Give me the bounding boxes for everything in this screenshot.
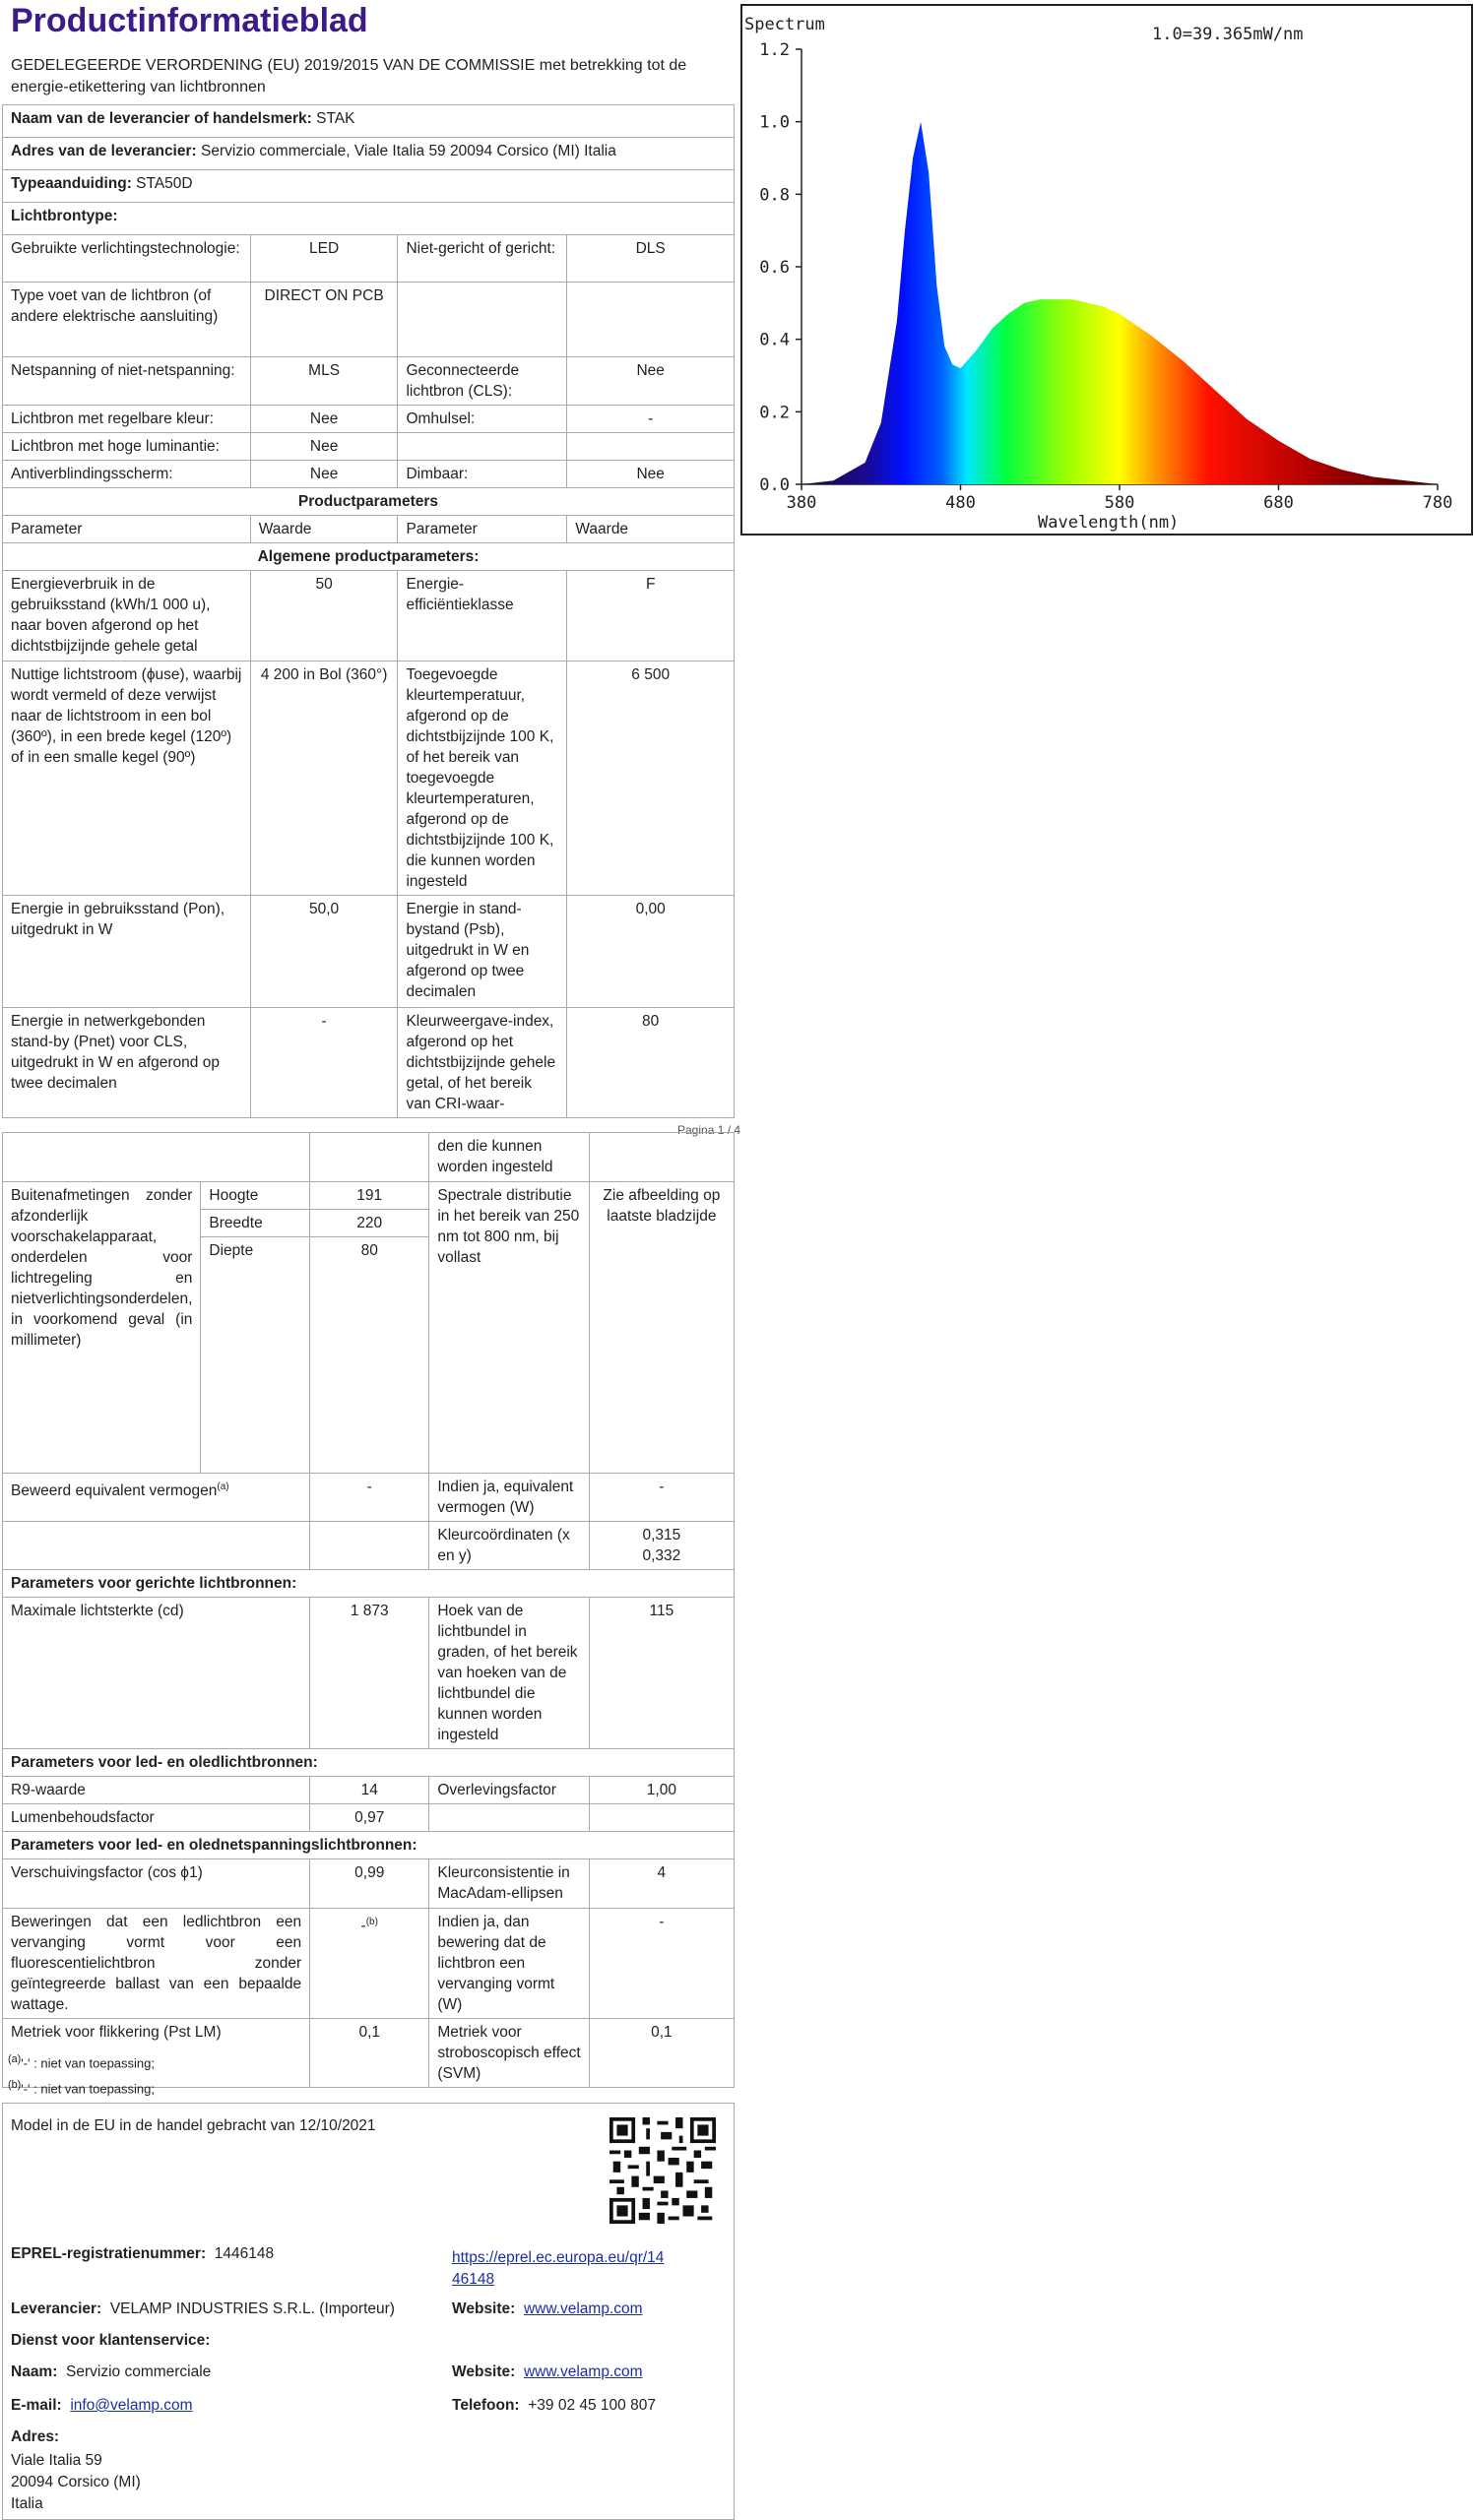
supplier-name: STAK bbox=[316, 110, 355, 127]
table-row: Metriek voor flikkering (Pst LM) 0,1 Metriek voor stroboscopisch effect (SVM) 0,1 bbox=[3, 2019, 735, 2088]
x-tick-label: 780 bbox=[1422, 493, 1453, 513]
supplier-address-label: Adres van de leverancier: bbox=[11, 143, 197, 159]
x-tick-label: 580 bbox=[1104, 493, 1135, 513]
table-row: Energieverbruik in de gebruiksstand (kWh/1 000 u), naar boven afgerond op het dichtstbijzijnde gehele getal 50 Energie-efficiëntieklasse F bbox=[3, 571, 735, 662]
table-row: Gebruikte verlichtingstechnologie: LED Niet-gericht of gericht: DLS bbox=[3, 235, 735, 283]
phone-number: +39 02 45 100 807 bbox=[528, 2397, 656, 2414]
table-row: Beweringen dat een ledlichtbron een vervanging vormt voor een fluorescentielichtbron zonder geïntegreerde ballast van een bepaalde wattage. -$^{(b)}$ Indien ja, dan bewering dat de lichtbron een vervanging vormt (W) - bbox=[3, 1909, 735, 2019]
table-row: Energie in netwerkgebonden stand-by (Pnet) voor CLS, uitgedrukt in W en afgerond op twee decimalen - Kleurweergave-index, afgerond op het dichtstbijzijnde gehele getal, of het bereik van CRI-waar- 80 bbox=[3, 1008, 735, 1118]
address-label: Adres: bbox=[11, 2428, 60, 2445]
supplier-info-box: Model in de EU in de handel gebracht van 12/10/2021 EPREL-registratienummer: 1446148 https://eprel.ec.europa.eu/qr/14 46148 Leverancier: VELAMP INDUSTRIES S.R.L. (Importeur) Website: www.velamp.com Dienst voor klantenservice: Naam: Servizio commerciale Website: www.velamp.com E-mail: info@velamp.com Telefoon: +39 02 45 100 807 Adres: Viale Italia 59 20094 Corsico (MI) Italia bbox=[2, 2103, 735, 2520]
section-led: Parameters voor led- en oledlichtbronnen: bbox=[3, 1749, 735, 1777]
page-number: Pagina 1 / 4 bbox=[677, 1123, 741, 1137]
table-row: Lichtbron met hoge luminantie: Nee bbox=[3, 433, 735, 461]
table-row: Lichtbron met regelbare kleur: Nee Omhulsel: - bbox=[3, 406, 735, 433]
table-row: Energie in gebruiksstand (Pon), uitgedrukt in W 50,0 Energie in stand-bystand (Psb), uitgedrukt in W en afgerond op twee decimalen 0,00 bbox=[3, 896, 735, 1008]
dimensions-label: Buitenafmetingen zonder afzonderlijk voorschakelapparaat, onderdelen voor lichtregeling en nietverlichtingsonderdelen, in voorkomend geval (in millimeter) bbox=[3, 1182, 201, 1474]
service-name: Servizio commerciale bbox=[66, 2363, 212, 2380]
x-axis-label: Wavelength(nm) bbox=[1038, 513, 1180, 533]
eprel-link[interactable]: https://eprel.ec.europa.eu/qr/14 46148 bbox=[452, 2249, 665, 2288]
model-date: Model in de EU in de handel gebracht van 12/10/2021 bbox=[11, 2117, 376, 2134]
website-link-2[interactable]: www.velamp.com bbox=[523, 2363, 643, 2380]
product-table-page2 bbox=[2, 1132, 735, 2088]
table-row: Netspanning of niet-netspanning: MLS Geconnecteerde lichtbron (CLS): Nee bbox=[3, 357, 735, 406]
product-table-page1 bbox=[2, 104, 735, 1118]
table-row: Antiverblindingsscherm: Nee Dimbaar: Nee bbox=[3, 461, 735, 488]
supplier-address: Servizio commerciale, Viale Italia 59 20094 Corsico (MI) Italia bbox=[201, 143, 616, 159]
spectrum-plot bbox=[742, 6, 1471, 534]
email-link[interactable]: info@velamp.com bbox=[70, 2397, 193, 2414]
address-block: Viale Italia 59 20094 Corsico (MI) Italia bbox=[11, 2452, 141, 2512]
spectrum-chart bbox=[740, 4, 1473, 536]
section-mains: Parameters voor led- en olednetspanningslichtbronnen: bbox=[3, 1832, 735, 1859]
table-row: Kleurcoördinaten (x en y) 0,315 0,332 bbox=[3, 1522, 735, 1570]
y-tick-label: 1.0 bbox=[759, 112, 790, 133]
x-tick-label: 380 bbox=[786, 493, 817, 513]
table-row: Maximale lichtsterkte (cd) 1 873 Hoek van de lichtbundel in graden, of het bereik van hoeken van de lichtbundel die kunnen worden ingesteld 115 bbox=[3, 1598, 735, 1749]
table-row: Verschuivingsfactor (cos ϕ1) 0,99 Kleurconsistentie in MacAdam-ellipsen 4 bbox=[3, 1859, 735, 1909]
table-row: R9-waarde 14 Overlevingsfactor 1,00 bbox=[3, 1777, 735, 1804]
eprel-number: 1446148 bbox=[214, 2245, 275, 2262]
x-tick-label: 480 bbox=[945, 493, 976, 513]
website-link[interactable]: www.velamp.com bbox=[523, 2300, 643, 2317]
chart-annotation: 1.0=39.365mW/nm bbox=[1152, 25, 1304, 44]
spectrum-area bbox=[802, 122, 1438, 484]
y-tick-label: 0.4 bbox=[759, 330, 790, 350]
supplier-name-label: Naam van de leverancier of handelsmerk: bbox=[11, 110, 312, 127]
y-tick-label: 0.2 bbox=[759, 403, 790, 423]
y-tick-label: 0.6 bbox=[759, 258, 790, 278]
spectral-label: Spectrale distributie in het bereik van 250 nm tot 800 nm, bij vollast bbox=[429, 1182, 589, 1474]
page-subtitle: GEDELEGEERDE VERORDENING (EU) 2019/2015 VAN DE COMMISSIE met betrekking tot de energie-etikettering van lichtbronnen bbox=[11, 57, 687, 95]
section-directional: Parameters voor gerichte lichtbronnen: bbox=[3, 1570, 735, 1598]
section-product-parameters: Productparameters bbox=[3, 488, 735, 516]
table-row: Type voet van de lichtbron (of andere elektrische aansluiting) DIRECT ON PCB bbox=[3, 283, 735, 357]
type-label: Typeaanduiding: bbox=[11, 175, 132, 192]
x-tick-label: 680 bbox=[1263, 493, 1294, 513]
chart-title: Spectrum bbox=[744, 15, 825, 34]
y-tick-label: 0.0 bbox=[759, 475, 790, 495]
page-title: Productinformatieblad bbox=[11, 2, 368, 39]
table-row: Diepte 80 bbox=[3, 1237, 735, 1474]
spectral-value: Zie afbeelding op laatste bladzijde bbox=[589, 1182, 734, 1474]
qr-code-icon bbox=[609, 2117, 716, 2224]
footnote-a: $^{(a)}$'-' : niet van toepassing; bbox=[8, 2053, 155, 2071]
y-tick-label: 1.2 bbox=[759, 40, 790, 60]
y-tick-label: 0.8 bbox=[759, 185, 790, 206]
type-value: STA50D bbox=[136, 175, 193, 192]
table-row: Lumenbehoudsfactor 0,97 bbox=[3, 1804, 735, 1832]
table-row: Breedte 220 bbox=[3, 1210, 735, 1237]
table-row: Beweerd equivalent vermogen$^{(a)}$ - Indien ja, equivalent vermogen (W) - bbox=[3, 1474, 735, 1522]
table-row: Buitenafmetingen zonder afzonderlijk voorschakelapparaat, onderdelen voor lichtregeling en nietverlichtingsonderdelen, in voorkomend geval (in millimeter) Hoogte 191 Spectrale distributie in het bereik van 250 nm tot 800 nm, bij vollast Zie afbeelding op laatste bladzijde bbox=[3, 1182, 735, 1210]
supplier-company: VELAMP INDUSTRIES S.R.L. (Importeur) bbox=[109, 2300, 395, 2317]
customer-service-label: Dienst voor klantenservice: bbox=[11, 2332, 211, 2349]
column-headers: Parameter Waarde Parameter Waarde bbox=[3, 516, 735, 543]
cri-continuation: den die kunnen worden ingesteld bbox=[429, 1133, 589, 1182]
table-row: Nuttige lichtstroom (ϕuse), waarbij wordt vermeld of deze verwijst naar de lichtstroom in een bol (360º), in een brede kegel (120º) of in een smalle kegel (90º) 4 200 in Bol (360°) Toegevoegde kleurtemperatuur, afgerond op de dichtstbijzijnde 100 K, of het bereik van toegevoegde kleurtemperaturen, afgerond op de dichtstbijzijnde 100 K, die kunnen worden ingesteld 6 500 bbox=[3, 662, 735, 896]
lightsource-type-label: Lichtbrontype: bbox=[3, 203, 735, 235]
section-general-parameters: Algemene productparameters: bbox=[3, 543, 735, 571]
footnote-b: $^{(b)}$'-' : niet van toepassing; bbox=[8, 2079, 155, 2097]
